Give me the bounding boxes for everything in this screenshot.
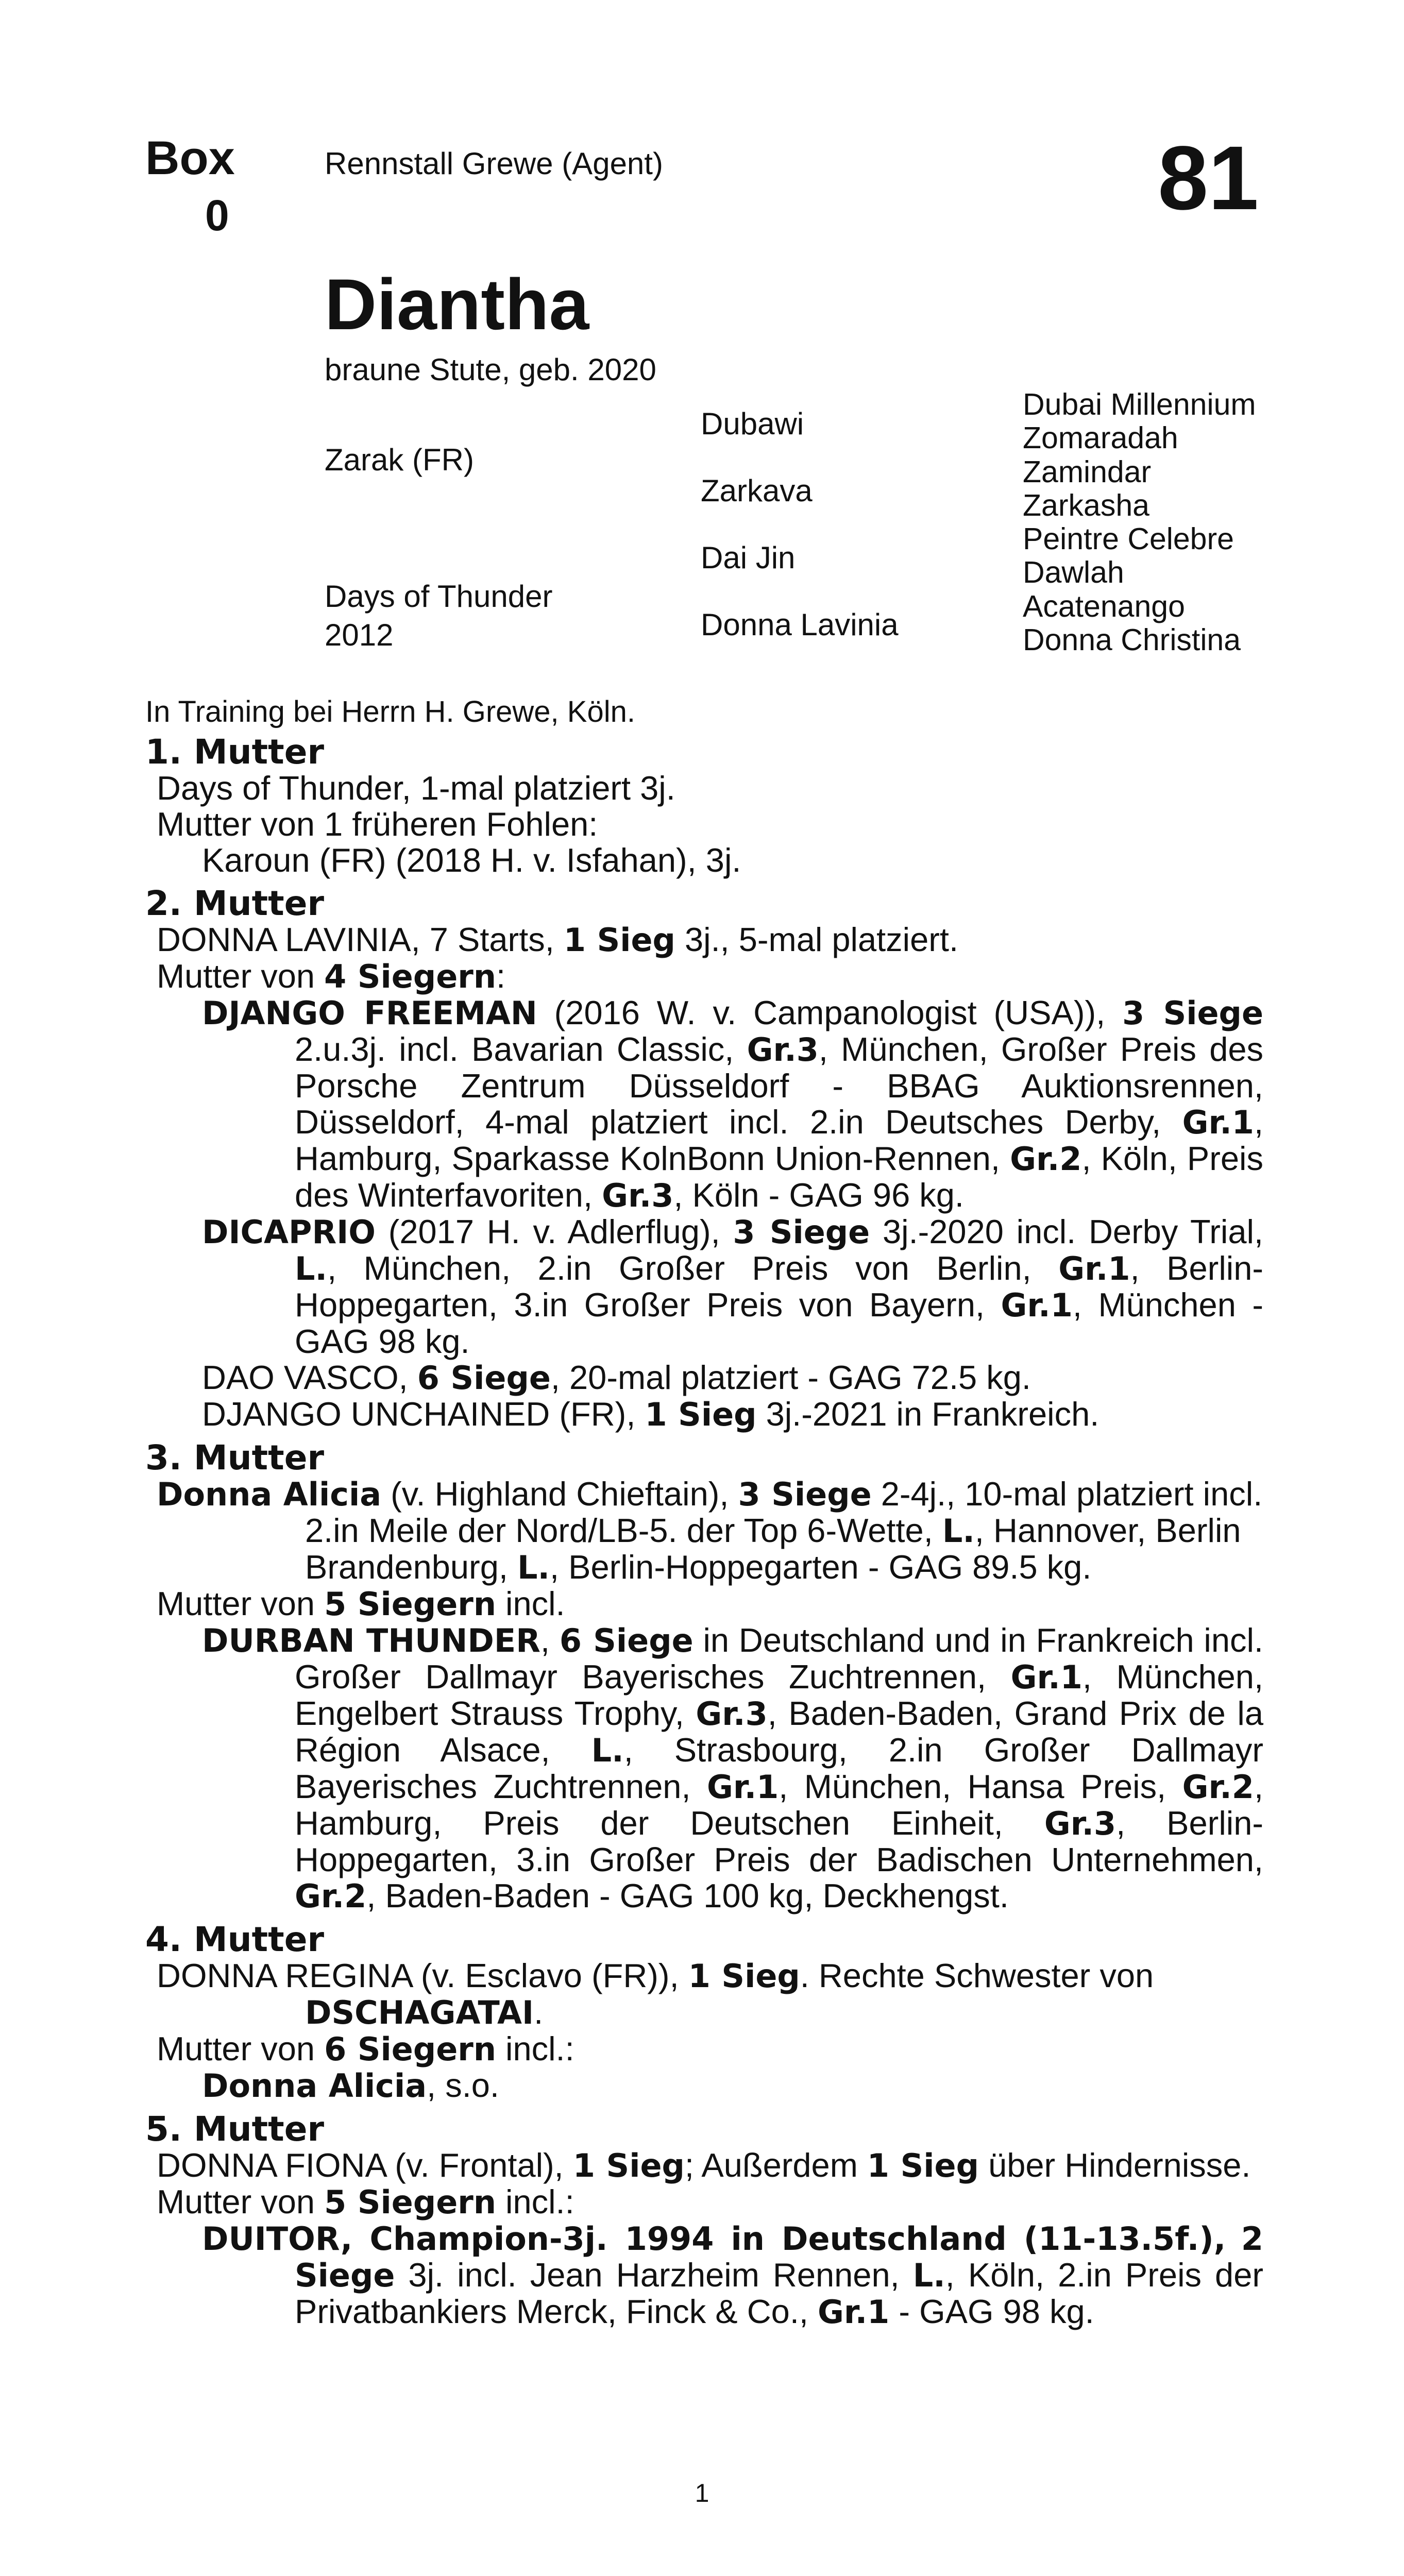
pedigree-great-grandparent: Dubai Millennium (1023, 387, 1256, 421)
text: Mutter von (157, 2183, 325, 2221)
wins-count: 6 Siege (417, 1359, 551, 1397)
dam-line (145, 922, 1263, 958)
race-grade: Gr.2 (1182, 1768, 1254, 1806)
text: , Baden-Baden - GAG 100 kg, Deckhengst. (366, 1877, 1009, 1914)
text: : (496, 957, 506, 995)
race-grade: Gr.3 (602, 1177, 674, 1214)
text: Mutter von (157, 2030, 325, 2067)
text: 3j.-2020 incl. Derby Trial, (870, 1213, 1263, 1250)
offspring-entry (145, 2221, 1263, 2330)
text: (2017 H. v. Adlerflug), (375, 1213, 733, 1250)
text: , s.o. (427, 2066, 499, 2104)
text: DJANGO UNCHAINED (FR), (202, 1395, 645, 1433)
section-heading: 2. Mutter (145, 884, 325, 923)
section-heading: 3. Mutter (145, 1438, 325, 1478)
section-1-mutter (145, 734, 1263, 878)
pedigree-dam-year: 2012 (325, 618, 394, 652)
text: . (534, 1993, 544, 2031)
offspring-name: DJANGO FREEMAN (202, 994, 537, 1032)
race-grade: Gr.1 (818, 2293, 890, 2331)
offspring-line: Karoun (FR) (2018 H. v. Isfahan), 3j. (202, 841, 741, 879)
page-number: 1 (695, 2479, 709, 2507)
box-label: Box (145, 132, 235, 184)
text: (2016 W. v. Campanologist (USA)), (537, 994, 1123, 1031)
offspring-name: DICAPRIO (202, 1213, 376, 1251)
wins-count: 1 Sieg (572, 2147, 685, 2184)
text: incl.: (496, 2183, 574, 2221)
section-heading: 1. Mutter (145, 732, 325, 772)
section-3-mutter (145, 1440, 1263, 1914)
pedigree-great-grandparent: Donna Christina (1023, 623, 1241, 657)
section-heading: 5. Mutter (145, 2109, 325, 2149)
text: , Köln, 2.in Preis der Privatbankiers Merck, Finck & Co., (295, 2256, 1263, 2330)
race-grade: L. (295, 1250, 328, 1287)
text: in Deutschland und in Frankreich incl. Großer Dallmayr Bayerisches Zuchtrennen, (295, 1621, 1263, 1696)
pedigree-grandparent: Dubawi (701, 406, 804, 441)
winners-count: 5 Siegern (324, 1585, 496, 1623)
text: (v. Highland Chieftain), (381, 1475, 738, 1513)
wins-count: 1 Sieg (688, 1957, 800, 1995)
offspring-name: Donna Alicia (202, 2067, 427, 2105)
box-number: 0 (205, 191, 229, 240)
text: incl. (496, 1585, 565, 1622)
winners-count: 4 Siegern (324, 958, 496, 995)
pedigree-dam: Days of Thunder (325, 579, 553, 614)
text: DAO VASCO, (202, 1359, 417, 1396)
horse-description: braune Stute, geb. 2020 (325, 352, 656, 387)
race-grade: L. (591, 1732, 624, 1769)
wins-count: 3 Siege (733, 1213, 870, 1251)
race-grade: Gr.3 (747, 1031, 819, 1069)
race-grade: Gr.1 (1058, 1250, 1130, 1287)
horse-name: Diantha (325, 264, 589, 345)
text: , Berlin-Hoppegarten, 3.in Großer Preis der Badischen Unternehmen, (295, 1804, 1263, 1878)
section-heading: 4. Mutter (145, 1920, 325, 1959)
pedigree-sire: Zarak (FR) (325, 443, 474, 477)
offspring-title: , Champion-3j. 1994 in Deutschland (11-13.5f.), (340, 2220, 1226, 2258)
text: , (540, 1621, 560, 1659)
text: 3j., 5-mal platziert. (675, 921, 959, 958)
pedigree-great-grandparent: Zamindar (1023, 454, 1152, 489)
stable-name: Rennstall Grewe (Agent) (325, 146, 663, 181)
pedigree-grandparent: Dai Jin (701, 540, 796, 575)
offspring-entry (145, 2067, 1263, 2104)
wins-count: 6 Siege (559, 1622, 693, 1659)
family-content (145, 734, 1263, 2337)
text: , 20-mal platziert - GAG 72.5 kg. (550, 1359, 1031, 1396)
text: , München - GAG 98 kg. (295, 1286, 1264, 1360)
winners-count: 6 Siegern (324, 2030, 496, 2068)
text: DONNA REGINA (v. Esclavo (FR)), (157, 1957, 688, 1994)
text: 2.u.3j. incl. Bavarian Classic, (295, 1030, 747, 1068)
section-4-mutter (145, 1922, 1263, 2104)
text: , München, Hansa Preis, (779, 1768, 1182, 1805)
produce-line (145, 2031, 1263, 2067)
pedigree-grandparent: Zarkava (701, 473, 813, 508)
text: 2-4j., 10-mal platziert incl. 2.in Meile der Nord/LB-5. der Top 6-Wette, (305, 1475, 1263, 1549)
pedigree-great-grandparent: Acatenango (1023, 589, 1185, 623)
offspring-entry (145, 995, 1263, 1214)
text: , München, 2.in Großer Preis von Berlin, (327, 1249, 1059, 1287)
offspring-entry (145, 1622, 1263, 1914)
text: , Strasbourg, 2.in Großer Dallmayr Bayerisches Zuchtrennen, (295, 1731, 1263, 1805)
wins-count: 2 Siege (295, 2220, 1264, 2294)
dam-name: Donna Alicia (157, 1476, 382, 1513)
text: , Berlin-Hoppegarten - GAG 89.5 kg. (550, 1548, 1092, 1586)
text: 3j.-2021 in Frankreich. (756, 1395, 1099, 1433)
text: Mutter von (157, 1585, 325, 1622)
winners-count: 5 Siegern (324, 2183, 496, 2221)
race-grade: Gr.1 (1001, 1286, 1073, 1324)
pedigree-grandparent: Donna Lavinia (701, 607, 899, 642)
text: , Hamburg, Preis der Deutschen Einheit, (295, 1768, 1263, 1842)
text: 3j. incl. Jean Harzheim Rennen, (395, 2256, 913, 2294)
text: , Hamburg, Sparkasse KolnBonn Union-Rennen, (295, 1103, 1263, 1177)
pedigree-great-grandparent: Peintre Celebre (1023, 522, 1234, 556)
dam-line (145, 1958, 1263, 2031)
section-5-mutter (145, 2111, 1263, 2330)
training-note: In Training bei Herrn H. Grewe, Köln. (145, 695, 635, 728)
text: , Hannover, Berlin Brandenburg, (305, 1512, 1241, 1586)
text: über Hindernisse. (978, 2146, 1251, 2184)
text: . Rechte Schwester von (800, 1957, 1154, 1994)
text: , München, Engelbert Strauss Trophy, (295, 1658, 1264, 1732)
wins-count: 3 Siege (738, 1476, 872, 1513)
catalogue-number: 81 (1158, 128, 1259, 229)
text: , München, Großer Preis des Porsche Zentrum Düsseldorf - BBAG Auktionsrennen, Düsseldorf, 4-mal platziert incl. 2.in Deutsches Derby, (295, 1030, 1264, 1141)
offspring-name: DURBAN THUNDER (202, 1622, 540, 1659)
race-grade: Gr.3 (696, 1695, 768, 1733)
text: , Baden-Baden, Grand Prix de la Région Alsace, (295, 1694, 1264, 1769)
race-grade: Gr.2 (1010, 1140, 1082, 1178)
produce-line (145, 1586, 1263, 1622)
race-grade: Gr.2 (295, 1877, 367, 1915)
offspring-entry (145, 1360, 1263, 1396)
race-grade: L. (942, 1512, 975, 1550)
produce-line (145, 958, 1263, 995)
text: incl.: (496, 2030, 574, 2067)
dam-line (145, 1476, 1263, 1586)
race-grade: Gr.3 (1044, 1805, 1117, 1842)
text: - GAG 98 kg. (889, 2293, 1094, 2330)
wins-count: 1 Sieg (645, 1396, 757, 1433)
text: ; Außerdem (684, 2146, 867, 2184)
wins-count: 1 Sieg (867, 2147, 979, 2184)
pedigree-great-grandparents (1023, 387, 1256, 656)
section-2-mutter (145, 886, 1263, 1433)
race-grade: L. (912, 2257, 945, 2294)
offspring-entry (145, 1214, 1263, 1360)
offspring-entry (145, 1396, 1263, 1433)
race-grade: L. (517, 1549, 550, 1586)
produce-line: Mutter von 1 früheren Fohlen: (157, 805, 598, 843)
race-grade: Gr.1 (1010, 1658, 1082, 1696)
race-grade: Gr.1 (1182, 1104, 1254, 1141)
wins-count: 1 Sieg (563, 921, 675, 959)
sibling-name: DSCHAGATAI (305, 1994, 534, 2031)
text: Mutter von (157, 957, 325, 995)
dam-line (145, 2147, 1263, 2184)
produce-line (145, 2184, 1263, 2221)
pedigree-great-grandparent: Zomaradah (1023, 421, 1178, 455)
offspring-name: DUITOR (202, 2220, 341, 2258)
pedigree-great-grandparent: Dawlah (1023, 555, 1124, 590)
text: , Köln, Preis des Winterfavoriten, (295, 1140, 1263, 1214)
dam-line: Days of Thunder, 1-mal platziert 3j. (157, 769, 675, 807)
text: DONNA LAVINIA, 7 Starts, (157, 921, 564, 958)
race-grade: Gr.1 (706, 1768, 779, 1806)
text: , Berlin-Hoppegarten, 3.in Großer Preis von Bayern, (295, 1249, 1263, 1324)
pedigree-great-grandparent: Zarkasha (1023, 488, 1149, 522)
wins-count: 3 Siege (1122, 994, 1263, 1032)
text: DONNA FIONA (v. Frontal), (157, 2146, 573, 2184)
text: , Köln - GAG 96 kg. (673, 1176, 964, 1214)
